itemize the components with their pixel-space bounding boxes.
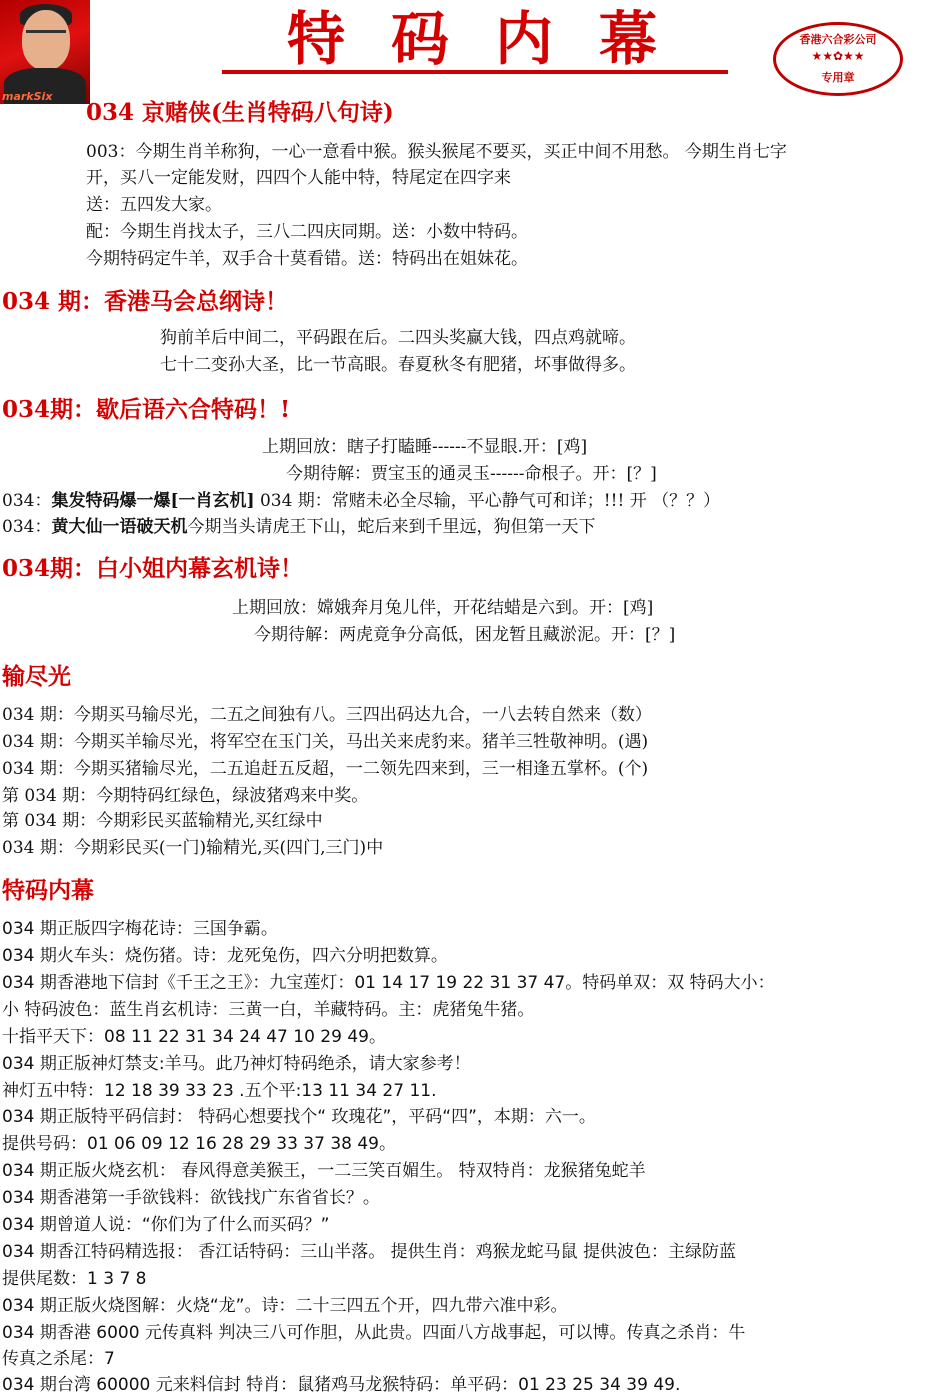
info-line: 034 期香江特码精选报： 香江话特码：三山半落。 提供生肖：鸡猴龙蛇马鼠 提供波色：主绿防蓝: [2, 1242, 737, 1262]
poem-line: 送：五四发大家。: [86, 195, 222, 215]
info-line: 034 期正版特平码信封： 特码心想要找个“ 玫瑰花”，平码“四”，本期：六一。: [2, 1107, 596, 1127]
line-bold: 集发特码爆一爆[一肖玄机]: [51, 491, 255, 511]
lose-all-line: 034 期：今期彩民买(一门)输精光,买(四门,三门)中: [2, 838, 384, 858]
info-line: 034 期香港第一手欲钱料：欲钱找广东省省长？。: [2, 1188, 380, 1208]
line-bold: 黄大仙一语破天机: [51, 517, 188, 537]
xiehouyu-line4: [2, 512, 595, 537]
page-title: [222, 4, 728, 74]
section-heading-baixiaojie: 034期：白小姐内幕玄机诗！: [2, 555, 304, 582]
info-line: 034 期火车头：烧伤猪。诗：龙死兔伤，四六分明把数算。: [2, 946, 448, 966]
hkjc-line: 七十二变孙大圣，比一节高眼。春夏秋冬有肥猪，坏事做得多。: [160, 355, 636, 375]
xiehouyu-line3: [2, 486, 720, 511]
info-line: 034 期正版神灯禁支:羊马。此乃神灯特码绝杀，请大家参考！: [2, 1054, 471, 1074]
section-heading-lose-all: 输尽光: [2, 663, 71, 690]
line-rest: 034 期：常赌未必全尽输，平心静气可和详；!!! 开 （？？）: [254, 491, 721, 511]
line-prefix: 034：: [2, 491, 52, 511]
hkjc-line: 狗前羊后中间二，平码跟在后。二四头奖赢大钱，四点鸡就啼。: [160, 328, 636, 348]
info-line: 034 期香港 6000 元传真料 判决三八可作胆，从此贵。四面八方战事起，可以博。传真之杀肖：牛: [2, 1323, 746, 1343]
info-line: 神灯五中特：12 18 39 33 23 .五个平:13 11 34 27 11.: [2, 1081, 437, 1101]
info-line: 034 期正版火烧玄机： 春风得意美猴王，一二三笑百媚生。 特双特肖：龙猴猪兔蛇羊: [2, 1161, 646, 1181]
line-prefix: 034：: [2, 517, 52, 537]
poem-line: 开，买八一定能发财，四四个人能中特，特尾定在四字来: [86, 168, 511, 188]
photo-glasses: [26, 30, 66, 41]
xiehouyu-last: 上期回放：瞎子打瞌睡------不显眼.开：[鸡]: [262, 437, 588, 457]
company-seal: [773, 22, 903, 96]
info-line: 提供尾数：1 3 7 8: [2, 1269, 147, 1289]
info-line: 034 期台湾 60000 元来料信封 特肖：鼠猪鸡马龙猴特码：单平码：01 23 25 34 39 49.: [2, 1375, 681, 1395]
info-line: 034 期香港地下信封《千王之王》：九宝莲灯：01 14 17 19 22 31 37 47。特码单双：双 特码大小：: [2, 973, 775, 993]
section-heading-hkjc: 034 期：香港马会总纲诗！: [2, 288, 289, 315]
xiehouyu-current: 今期待解：贾宝玉的通灵玉------命根子。开：[？]: [286, 464, 657, 484]
poem-line: 003：今期生肖羊称狗，一心一意看中猴。猴头猴尾不要买，买正中间不用愁。 今期生肖七字: [86, 142, 787, 162]
lose-all-line: 第 034 期：今期彩民买蓝输精光,买红绿中: [2, 811, 323, 831]
info-line: 传真之杀尾：7: [2, 1349, 115, 1369]
info-line: 034 期正版四字梅花诗：三国争霸。: [2, 919, 278, 939]
seal-top-text: 香港六合彩公司: [799, 33, 877, 46]
baixiaojie-current: 今期待解：两虎竟争分高低，困龙暂且藏淤泥。开：[？]: [254, 625, 676, 645]
info-line: 034 期曾道人说：“你们为了什么而买码？”: [2, 1215, 330, 1235]
section-heading-xiehouyu: 034期：歇后语六合特码！!: [2, 396, 291, 423]
lose-all-line: 034 期：今期买猪输尽光，二五追赶五反超，一二领先四来到，三一相逢五掌杯。(个): [2, 759, 649, 779]
info-line: 小 特码波色：蓝生肖玄机诗：三黄一白，羊藏特码。主：虎猪兔牛猪。: [2, 1000, 535, 1020]
lose-all-line: 034 期：今期买羊输尽光，将军空在玉门关，马出关来虎豹来。猪羊三牲敬神明。(遇): [2, 732, 649, 752]
section-heading-inside-info: 特码内幕: [2, 877, 94, 904]
page-title-text: 特码内幕: [286, 5, 703, 73]
line-rest: 今期当头请虎王下山，蛇后来到千里远，狗但第一天下: [187, 517, 596, 537]
lose-all-line: 034 期：今期买马输尽光，二五之间独有八。三四出码达九合，一八去转自然来（数）: [2, 705, 652, 725]
info-line: 十指平天下：08 11 22 31 34 24 47 10 29 49。: [2, 1027, 386, 1047]
info-line: 提供号码：01 06 09 12 16 28 29 33 37 38 49。: [2, 1134, 396, 1154]
photo-watermark: markSix: [2, 90, 53, 103]
seal-stars: ★★✿★★: [811, 49, 865, 63]
section-heading-poem: 034 京赌侠(生肖特码八句诗): [86, 99, 394, 126]
lose-all-line: 第 034 期：今期特码红绿色，绿波猪鸡来中奖。: [2, 786, 369, 806]
poem-line: 配：今期生肖找太子，三八二四庆同期。送：小数中特码。: [86, 222, 528, 242]
poem-line: 今期特码定牛羊，双手合十莫看错。送：特码出在姐妹花。: [86, 249, 528, 269]
baixiaojie-last: 上期回放：嫦娥奔月兔儿伴，开花结蜡是六到。开：[鸡]: [232, 598, 654, 618]
seal-bottom-text: 专用章: [821, 71, 855, 84]
author-photo: [0, 0, 90, 104]
info-line: 034 期正版火烧图解：火烧“龙”。诗：二十三四五个开，四九带六准中彩。: [2, 1296, 568, 1316]
